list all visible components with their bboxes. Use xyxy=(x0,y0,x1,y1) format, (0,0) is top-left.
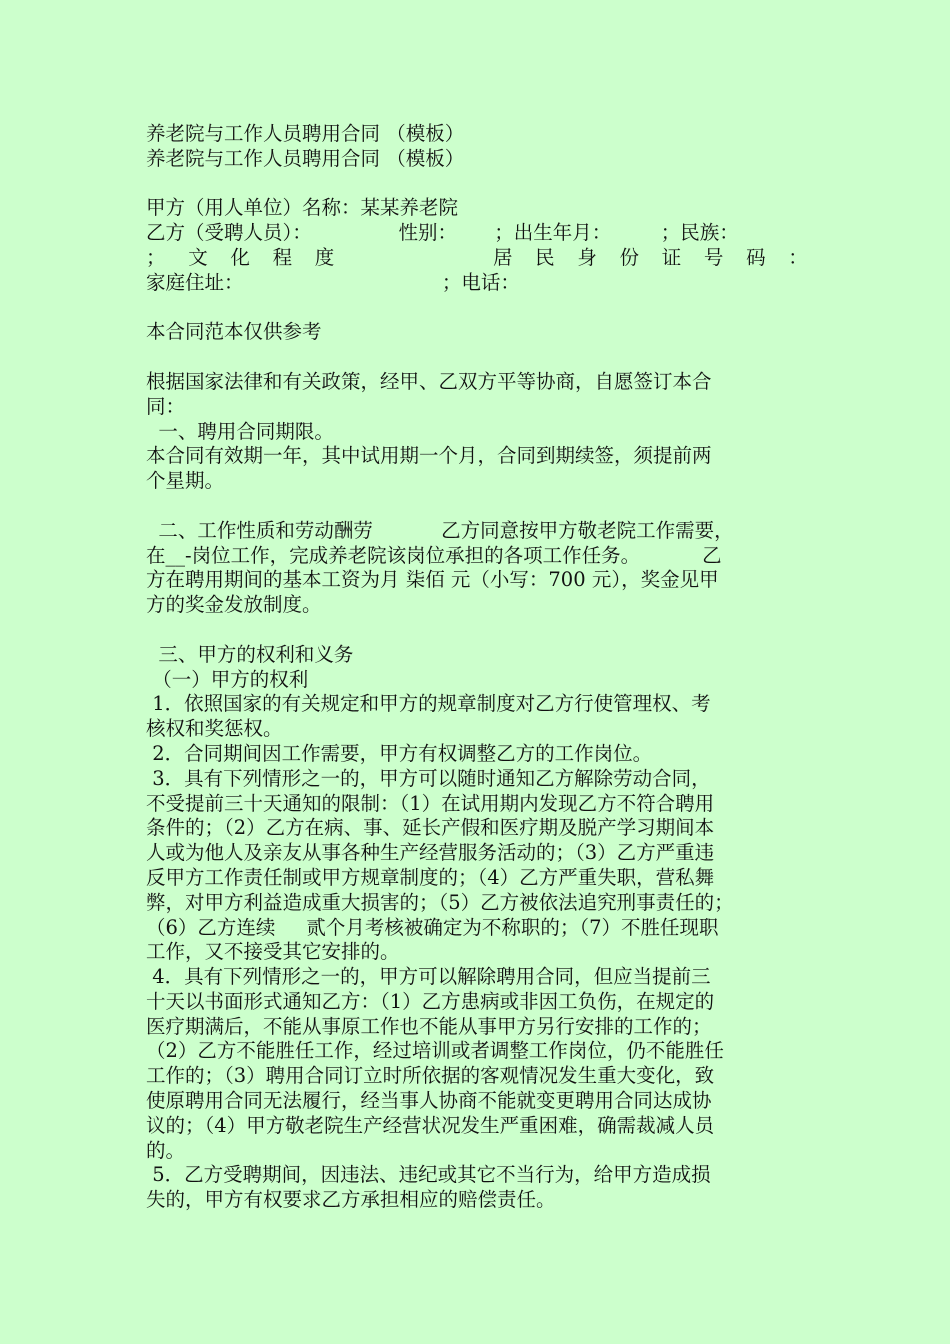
clause-3-text: 工作，又不接受其它安排的。 xyxy=(146,940,400,964)
id-char: 证 xyxy=(661,245,682,269)
reference-note: 本合同范本仅供参考 xyxy=(146,320,322,344)
clause-4-text: 使原聘用合同无法履行，经当事人协商不能就变更聘用合同达成协 xyxy=(146,1089,712,1113)
party-b-line: 乙方（受聘人员）： 性别： ；出生年月： ；民族： xyxy=(146,221,739,245)
edu-char: 度 xyxy=(314,245,335,269)
clause-3-text: （6）乙方连续 贰个月考核被确定为不称职的；（7）不胜任现职 xyxy=(146,915,719,939)
clause-1-text: 1．依照国家的有关规定和甲方的规章制度对乙方行使管理权、考 xyxy=(146,692,711,716)
document-title-repeat: 养老院与工作人员聘用合同 （模板） xyxy=(146,146,465,170)
section-2-text: 二、工作性质和劳动酬劳 乙方同意按甲方敬老院工作需要， xyxy=(146,518,734,542)
clause-4-text: 4．具有下列情形之一的，甲方可以解除聘用合同，但应当提前三 xyxy=(146,965,711,989)
spacer xyxy=(146,172,808,197)
party-a-line: 甲方（用人单位）名称：某某养老院 xyxy=(146,196,459,220)
spacer xyxy=(146,345,808,370)
id-char: 居 xyxy=(492,245,513,269)
spacer xyxy=(146,296,808,321)
section-3-subheading: （一）甲方的权利 xyxy=(146,667,309,691)
clause-5-text: 5．乙方受聘期间，因违法、违纪或其它不当行为，给甲方造成损 xyxy=(146,1163,711,1187)
clause-4-text: 医疗期满后，不能从事原工作也不能从事甲方另行安排的工作的； xyxy=(146,1014,712,1038)
clause-4-text: 十天以书面形式通知乙方：（1）乙方患病或非因工负伤，在规定的 xyxy=(146,989,715,1013)
edu-char: 化 xyxy=(230,245,250,269)
section-2-text: 方在聘用期间的基本工资为月 柒佰 元（小写：700 元），奖金见甲 xyxy=(146,568,719,592)
edu-char: 文 xyxy=(188,245,208,269)
clause-4-text: 工作的；（3）聘用合同订立时所依据的客观情况发生重大变化，致 xyxy=(146,1064,715,1088)
section-2-text: 在__-岗位工作，完成养老院该岗位承担的各项工作任务。 乙 xyxy=(146,543,722,567)
section-1-text: 本合同有效期一年，其中试用期一个月，合同到期续签，须提前两 xyxy=(146,444,712,468)
section-3-heading: 三、甲方的权利和义务 xyxy=(146,642,354,666)
section-1-text: 个星期。 xyxy=(146,469,225,493)
education-id-line xyxy=(146,246,808,271)
section-1-heading: 一、聘用合同期限。 xyxy=(146,419,334,443)
clause-3-text: 不受提前三十天通知的限制：（1）在试用期内发现乙方不符合聘用 xyxy=(146,791,715,815)
clause-5-text: 失的，甲方有权要求乙方承担相应的赔偿责任。 xyxy=(146,1188,556,1212)
id-char: ： xyxy=(788,245,808,269)
clause-4-text: 议的；（4）甲方敬老院生产经营状况发生严重困难，确需裁减人员 xyxy=(146,1113,715,1137)
spacer xyxy=(146,618,808,643)
clause-1-text: 核权和奖惩权。 xyxy=(146,717,283,741)
edu-char: 程 xyxy=(272,245,293,269)
clause-3-text: 人或为他人及亲友从事各种生产经营服务活动的；（3）乙方严重违 xyxy=(146,841,715,865)
clause-3-text: 条件的；（2）乙方在病、事、延长产假和医疗期及脱产学习期间本 xyxy=(146,816,715,840)
clause-3-text: 3．具有下列情形之一的，甲方可以随时通知乙方解除劳动合同， xyxy=(146,766,711,790)
id-char: 号 xyxy=(703,245,724,269)
clause-4-text: （2）乙方不能胜任工作，经过培训或者调整工作岗位，仍不能胜任 xyxy=(146,1039,724,1063)
address-phone-line: 家庭住址： ；电话： xyxy=(146,270,520,294)
clause-2-text: 2．合同期间因工作需要，甲方有权调整乙方的工作岗位。 xyxy=(146,741,653,765)
intro-paragraph: 根据国家法律和有关政策，经甲、乙双方平等协商，自愿签订本合 xyxy=(146,369,712,393)
spacer xyxy=(146,494,808,519)
id-char: 民 xyxy=(535,245,555,269)
contract-document xyxy=(146,122,808,1213)
intro-paragraph: 同： xyxy=(146,394,186,418)
clause-4-text: 的。 xyxy=(146,1138,186,1162)
edu-char: ； xyxy=(146,245,166,269)
clause-3-text: 弊，对甲方利益造成重大损害的；（5）乙方被依法追究刑事责任的； xyxy=(146,890,734,914)
document-title: 养老院与工作人员聘用合同 （模板） xyxy=(146,122,465,145)
id-char: 身 xyxy=(577,245,597,269)
id-char: 份 xyxy=(619,245,640,269)
id-char: 码 xyxy=(746,245,766,269)
section-2-text: 方的奖金发放制度。 xyxy=(146,593,322,617)
clause-3-text: 反甲方工作责任制或甲方规章制度的；（4）乙方严重失职，营私舞 xyxy=(146,865,715,889)
